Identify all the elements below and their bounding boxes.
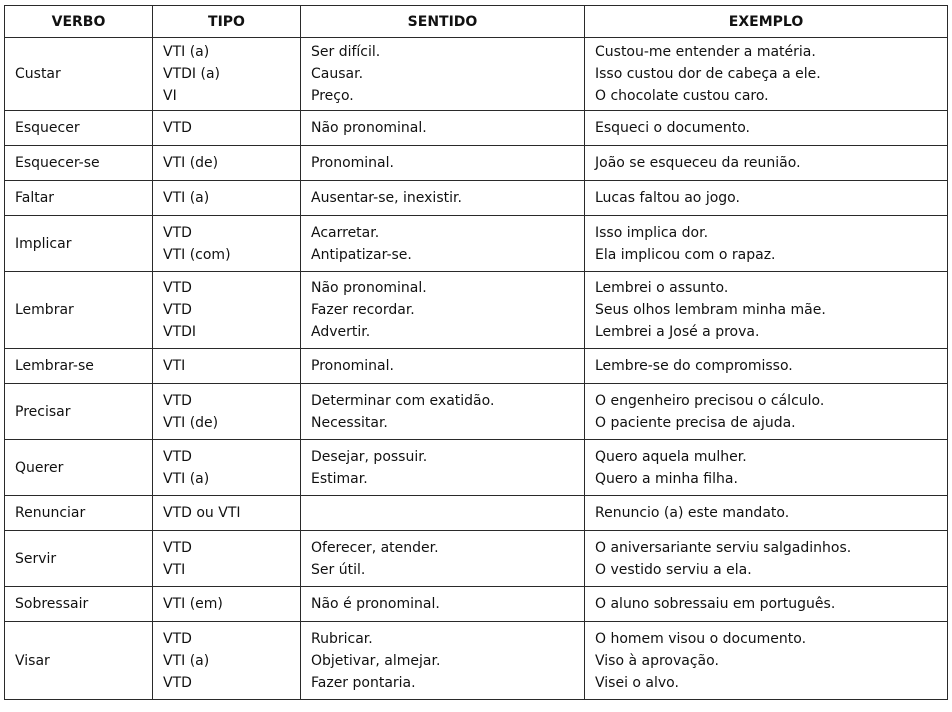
table-row [5,111,948,146]
cell-exemplo [585,587,948,622]
tipo-line: VTD [163,630,192,647]
cell-verbo: Renunciar [5,496,153,531]
cell-sentido [301,272,585,349]
exemplo-line: O homem visou o documento. [595,630,807,647]
cell-tipo [153,272,301,349]
sentido-line: Objetivar, almejar. [311,652,441,669]
sentido-line: Pronominal. [311,358,394,374]
cell-sentido [301,146,585,181]
exemplo-line: Visei o alvo. [595,674,679,691]
exemplo-line: Renuncio (a) este mandato. [595,505,790,521]
cell-tipo [153,349,301,384]
cell-sentido [301,181,585,216]
cell-tipo [153,440,301,496]
cell-verbo: Sobressair [5,587,153,622]
cell-tipo [153,38,301,111]
cell-exemplo [585,496,948,531]
cell-sentido [301,384,585,440]
table-row [5,440,948,496]
cell-exemplo [585,146,948,181]
cell-exemplo [585,349,948,384]
sentido-line: Pronominal. [311,155,394,171]
cell-exemplo [585,38,948,111]
cell-sentido [301,349,585,384]
sentido-line: Desejar, possuir. [311,448,428,465]
cell-verbo: Visar [5,622,153,700]
sentido-line: Ser difícil. [311,44,381,60]
tipo-line: VTD [163,224,192,241]
cell-verbo: Querer [5,440,153,496]
cell-exemplo [585,440,948,496]
table-header [5,6,948,38]
tipo-line: VTI (a) [163,44,210,60]
exemplo-line: Ela implicou com o rapaz. [595,246,776,263]
tipo-line: VTD [163,280,192,296]
exemplo-line: O aluno sobressaiu em português. [595,596,836,612]
header-row [5,6,948,38]
cell-sentido [301,440,585,496]
header-sentido: SENTIDO [301,6,585,38]
tipo-line: VTI (a) [163,190,210,206]
cell-tipo [153,587,301,622]
table-row [5,146,948,181]
cell-tipo [153,216,301,272]
table-row [5,622,948,700]
tipo-line: VTI (a) [163,470,210,487]
table-row [5,384,948,440]
exemplo-line: Isso custou dor de cabeça a ele. [595,66,821,82]
tipo-line: VTD [163,120,192,136]
header-verbo: VERBO [5,6,153,38]
exemplo-line: João se esqueceu da reunião. [595,155,801,171]
cell-exemplo [585,272,948,349]
tipo-line: VTI (em) [163,596,223,612]
tipo-line: VTD [163,539,192,556]
tipo-line: VTI (com) [163,246,231,263]
cell-tipo [153,111,301,146]
exemplo-line: O chocolate custou caro. [595,88,769,104]
cell-verbo: Servir [5,531,153,587]
sentido-line: Não pronominal. [311,280,427,296]
tipo-line: VTI (a) [163,652,210,669]
cell-sentido [301,531,585,587]
exemplo-line: Quero a minha filha. [595,470,738,487]
table-row [5,531,948,587]
cell-sentido [301,587,585,622]
exemplo-line: O aniversariante serviu salgadinhos. [595,539,852,556]
cell-verbo: Lembrar [5,272,153,349]
exemplo-line: O vestido serviu a ela. [595,561,752,578]
sentido-line: Causar. [311,66,364,82]
sentido-line: Advertir. [311,324,371,340]
sentido-line: Fazer recordar. [311,302,415,318]
table-row [5,216,948,272]
tipo-line: VTDI (a) [163,66,220,82]
sentido-line: Fazer pontaria. [311,674,416,691]
cell-verbo: Custar [5,38,153,111]
cell-tipo [153,622,301,700]
header-tipo: TIPO [153,6,301,38]
table-row [5,181,948,216]
exemplo-line: Viso à aprovação. [595,652,719,669]
cell-sentido [301,496,585,531]
cell-tipo [153,146,301,181]
exemplo-line: Custou-me entender a matéria. [595,44,816,60]
tipo-line: VI [163,88,177,104]
cell-exemplo [585,216,948,272]
exemplo-line: Lembrei o assunto. [595,280,729,296]
cell-exemplo [585,181,948,216]
sentido-line: Não pronominal. [311,120,427,136]
sentido-line: Acarretar. [311,224,380,241]
tipo-line: VTD [163,674,192,691]
sentido-line: Oferecer, atender. [311,539,439,556]
exemplo-line: Seus olhos lembram minha mãe. [595,302,826,318]
tipo-line: VTD [163,392,192,409]
tipo-line: VTD ou VTI [163,505,241,521]
cell-tipo [153,531,301,587]
sentido-line: Ser útil. [311,561,366,578]
table-row [5,496,948,531]
sentido-line: Estimar. [311,470,368,487]
exemplo-line: Lembrei a José a prova. [595,324,760,340]
table-body [5,38,948,700]
header-exemplo: EXEMPLO [585,6,948,38]
tipo-line: VTDI [163,324,197,340]
exemplo-line: Esqueci o documento. [595,120,750,136]
cell-verbo: Esquecer-se [5,146,153,181]
tipo-line: VTD [163,448,192,465]
tipo-line: VTI [163,358,186,374]
cell-exemplo [585,622,948,700]
sentido-line: Rubricar. [311,630,373,647]
cell-exemplo [585,531,948,587]
exemplo-line: O paciente precisa de ajuda. [595,414,796,431]
sentido-line: Determinar com exatidão. [311,392,495,409]
cell-exemplo [585,111,948,146]
cell-tipo [153,496,301,531]
exemplo-line: Lucas faltou ao jogo. [595,190,740,206]
cell-sentido [301,111,585,146]
cell-sentido [301,38,585,111]
cell-sentido [301,622,585,700]
table-row [5,38,948,111]
cell-tipo [153,181,301,216]
tipo-line: VTI (de) [163,155,219,171]
table-row [5,587,948,622]
exemplo-line: Quero aquela mulher. [595,448,747,465]
exemplo-line: Lembre-se do compromisso. [595,358,793,374]
cell-verbo: Lembrar-se [5,349,153,384]
cell-sentido [301,216,585,272]
cell-verbo: Implicar [5,216,153,272]
table-row [5,349,948,384]
sentido-line: Ausentar-se, inexistir. [311,190,462,206]
tipo-line: VTI (de) [163,414,219,431]
exemplo-line: O engenheiro precisou o cálculo. [595,392,825,409]
tipo-line: VTD [163,302,192,318]
cell-tipo [153,384,301,440]
cell-verbo: Esquecer [5,111,153,146]
sentido-line: Antipatizar-se. [311,246,412,263]
table-row [5,272,948,349]
sentido-line: Preço. [311,88,354,104]
cell-exemplo [585,384,948,440]
tipo-line: VTI [163,561,186,578]
exemplo-line: Isso implica dor. [595,224,709,241]
sentido-line: Necessitar. [311,414,388,431]
cell-verbo: Precisar [5,384,153,440]
verb-regency-table [4,5,948,700]
cell-verbo: Faltar [5,181,153,216]
sentido-line: Não é pronominal. [311,596,440,612]
